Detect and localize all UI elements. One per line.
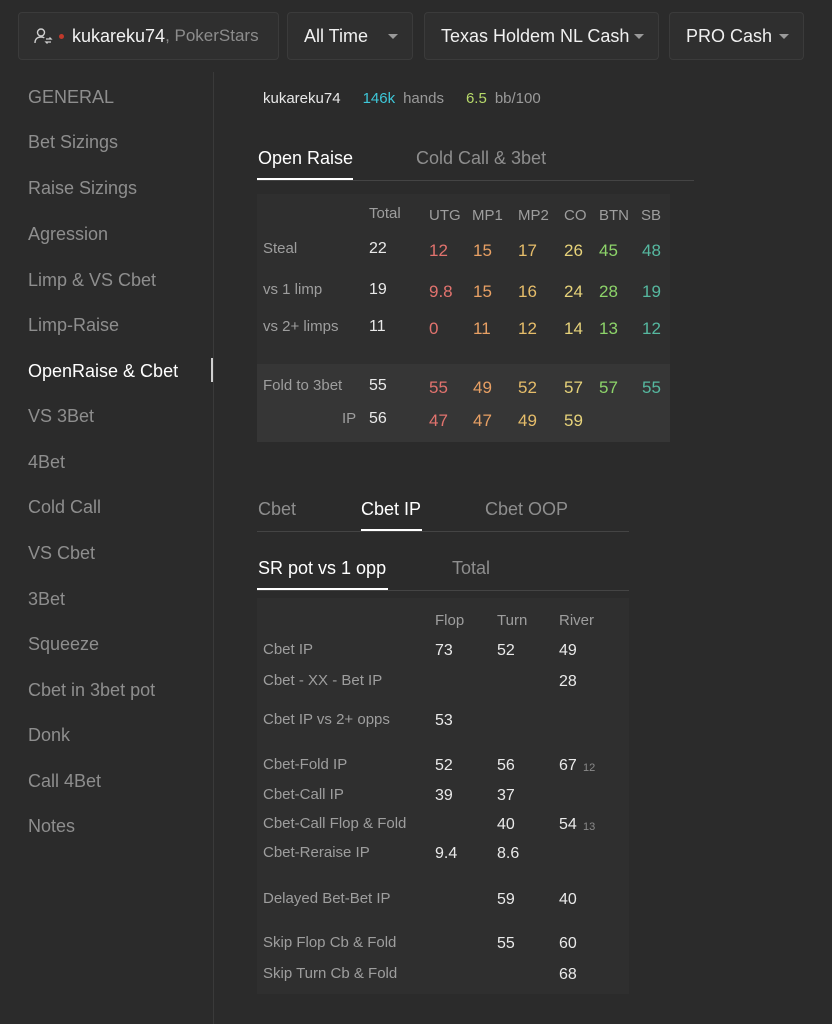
sample-size: 13 [583, 821, 596, 833]
column-header-position: SB [641, 207, 662, 224]
sidebar-item-3bet[interactable]: 3Bet [28, 589, 66, 609]
column-header-position: MP2 [518, 207, 549, 224]
flop-value[interactable]: 9.4 [435, 845, 458, 862]
account-selector[interactable] [18, 12, 279, 60]
stat-value[interactable]: 13 [599, 319, 618, 338]
sidebar-item-notes[interactable]: Notes [28, 816, 76, 836]
row-label: Cbet-Fold IP [263, 756, 348, 773]
row-label: Steal [263, 240, 298, 257]
row-label: vs 1 limp [263, 281, 323, 298]
tab-open-raise[interactable]: Open Raise [258, 148, 354, 168]
column-header-total: Total [369, 205, 401, 222]
chevron-down-icon [634, 34, 644, 39]
stat-value[interactable]: 47 [473, 411, 492, 430]
sidebar-item-limp-raise[interactable]: Limp-Raise [28, 315, 120, 335]
tab-cbet[interactable]: Cbet [258, 499, 297, 519]
chevron-down-icon [388, 34, 398, 39]
hands-label: hands [403, 90, 444, 107]
sidebar-item-bet-sizings[interactable]: Bet Sizings [28, 132, 119, 152]
river-value[interactable]: 60 [559, 935, 577, 952]
row-label: Cbet IP vs 2+ opps [263, 711, 390, 728]
sidebar-item-cbet-in-3bet-pot[interactable]: Cbet in 3bet pot [28, 680, 156, 700]
period-dropdown[interactable] [287, 12, 413, 60]
turn-value[interactable]: 59 [497, 891, 515, 908]
stat-value[interactable]: 14 [564, 319, 583, 338]
tab-total[interactable]: Total [452, 558, 491, 578]
stat-value[interactable]: 52 [518, 378, 537, 397]
tab-divider [257, 180, 694, 181]
period-value: All Time [304, 25, 369, 46]
site-name: , PokerStars [165, 26, 259, 45]
tab-cbet-ip[interactable]: Cbet IP [361, 499, 422, 519]
flop-value[interactable]: 52 [435, 757, 453, 774]
stat-value[interactable]: 45 [599, 241, 618, 260]
hands-count: 146k [362, 90, 396, 107]
row-label: Cbet IP [263, 641, 314, 658]
stat-value[interactable]: 28 [599, 282, 618, 301]
stat-value[interactable]: 15 [473, 282, 492, 301]
stat-value[interactable]: 26 [564, 241, 583, 260]
sidebar-item-donk[interactable]: Donk [28, 725, 71, 745]
profile-dropdown[interactable] [669, 12, 804, 60]
sidebar-divider [213, 72, 214, 1024]
column-header-street: Turn [497, 612, 528, 629]
row-label: Cbet-Call Flop & Fold [263, 815, 407, 832]
column-header-street: River [559, 612, 595, 629]
river-value[interactable]: 40 [559, 891, 577, 908]
sidebar-item-openraise-cbet[interactable]: OpenRaise & Cbet [28, 361, 179, 381]
game-dropdown[interactable] [424, 12, 659, 60]
turn-value[interactable]: 55 [497, 935, 515, 952]
stat-value[interactable]: 48 [642, 241, 661, 260]
sidebar-item-vs-3bet[interactable]: VS 3Bet [28, 406, 95, 426]
summary-user: kukareku74 [263, 90, 341, 107]
chevron-down-icon [779, 34, 789, 39]
row-label: Skip Flop Cb & Fold [263, 934, 397, 951]
sidebar-item-call-4bet[interactable]: Call 4Bet [28, 771, 102, 791]
sidebar-item-raise-sizings[interactable]: Raise Sizings [28, 178, 138, 198]
sidebar-item-cold-call[interactable]: Cold Call [28, 497, 102, 517]
river-value[interactable]: 68 [559, 966, 577, 983]
stat-value[interactable]: 55 [642, 378, 661, 397]
tab-divider [257, 590, 629, 591]
column-header-street: Flop [435, 612, 465, 629]
tab-underline [361, 529, 422, 531]
row-label: IP [342, 410, 357, 427]
stat-value[interactable]: 47 [429, 411, 448, 430]
stat-value[interactable]: 12 [518, 319, 537, 338]
stat-value[interactable]: 57 [599, 378, 618, 397]
tab-underline [257, 588, 388, 590]
sidebar-item-vs-cbet[interactable]: VS Cbet [28, 543, 96, 563]
river-value[interactable]: 54 [559, 816, 577, 833]
flop-value[interactable]: 39 [435, 787, 453, 804]
fold-to-3bet-panel [257, 364, 670, 442]
row-label: Skip Turn Cb & Fold [263, 965, 398, 982]
stat-value[interactable]: 17 [518, 241, 537, 260]
tab-underline [257, 178, 353, 180]
column-header-position: CO [564, 207, 587, 224]
game-value: Texas Holdem NL Cash [441, 25, 630, 46]
row-total: 19 [369, 281, 387, 298]
column-header-position: UTG [429, 207, 461, 224]
row-label: Cbet-Call IP [263, 786, 344, 803]
column-header-position: BTN [599, 207, 629, 224]
stat-value[interactable]: 12 [642, 319, 661, 338]
row-total: 56 [369, 410, 387, 427]
status-dot [59, 34, 64, 39]
sidebar-item-4bet[interactable]: 4Bet [28, 452, 66, 472]
row-label: Fold to 3bet [263, 377, 343, 394]
stat-value[interactable]: 15 [473, 241, 492, 260]
stat-value[interactable]: 12 [429, 241, 448, 260]
river-value[interactable]: 49 [559, 642, 577, 659]
stat-value[interactable]: 57 [564, 378, 583, 397]
stat-value[interactable]: 59 [564, 411, 583, 430]
sidebar-item-squeeze[interactable]: Squeeze [28, 634, 100, 654]
winrate-label: bb/100 [494, 90, 541, 107]
stat-value[interactable]: 11 [473, 319, 491, 338]
row-label: vs 2+ limps [263, 318, 339, 335]
stat-value[interactable]: 0 [429, 319, 439, 338]
turn-value[interactable]: 8.6 [497, 845, 520, 862]
column-header-position: MP1 [472, 207, 503, 224]
stat-value[interactable]: 49 [473, 378, 492, 397]
stat-value[interactable]: 49 [518, 411, 537, 430]
sidebar-item-general: GENERAL [28, 87, 115, 107]
stat-value[interactable]: 9.8 [429, 282, 453, 301]
row-total: 11 [369, 318, 386, 335]
river-value[interactable]: 28 [559, 673, 577, 690]
flop-value[interactable]: 73 [435, 642, 453, 659]
username: kukareku74 [72, 25, 166, 46]
tab-sr-pot[interactable]: SR pot vs 1 opp [258, 558, 387, 578]
turn-value[interactable]: 37 [497, 787, 515, 804]
row-label: Cbet - XX - Bet IP [263, 672, 383, 689]
row-total: 22 [369, 240, 387, 257]
sidebar-item-limp-vs-cbet[interactable]: Limp & VS Cbet [28, 270, 157, 290]
active-indicator [211, 358, 213, 382]
turn-value[interactable]: 52 [497, 642, 515, 659]
profile-value: PRO Cash [686, 25, 773, 46]
sidebar-item-agression[interactable]: Agression [28, 224, 109, 244]
flop-value[interactable]: 53 [435, 712, 453, 729]
tab-cbet-oop[interactable]: Cbet OOP [485, 499, 569, 519]
stat-value[interactable]: 24 [564, 282, 583, 301]
row-label: Cbet-Reraise IP [263, 844, 370, 861]
river-value[interactable]: 67 [559, 757, 577, 774]
stat-value[interactable]: 19 [642, 282, 661, 301]
player-summary [263, 90, 541, 107]
sample-size: 12 [583, 762, 596, 774]
tab-divider [257, 531, 629, 532]
stat-value[interactable]: 55 [429, 378, 448, 397]
stat-value[interactable]: 16 [518, 282, 537, 301]
turn-value[interactable]: 56 [497, 757, 515, 774]
row-label: Delayed Bet-Bet IP [263, 890, 391, 907]
user-switch-icon [33, 26, 53, 46]
tab-cold-call-3bet[interactable]: Cold Call & 3bet [416, 148, 547, 168]
row-total: 55 [369, 377, 387, 394]
winrate-value: 6.5 [465, 90, 487, 107]
turn-value[interactable]: 40 [497, 816, 515, 833]
